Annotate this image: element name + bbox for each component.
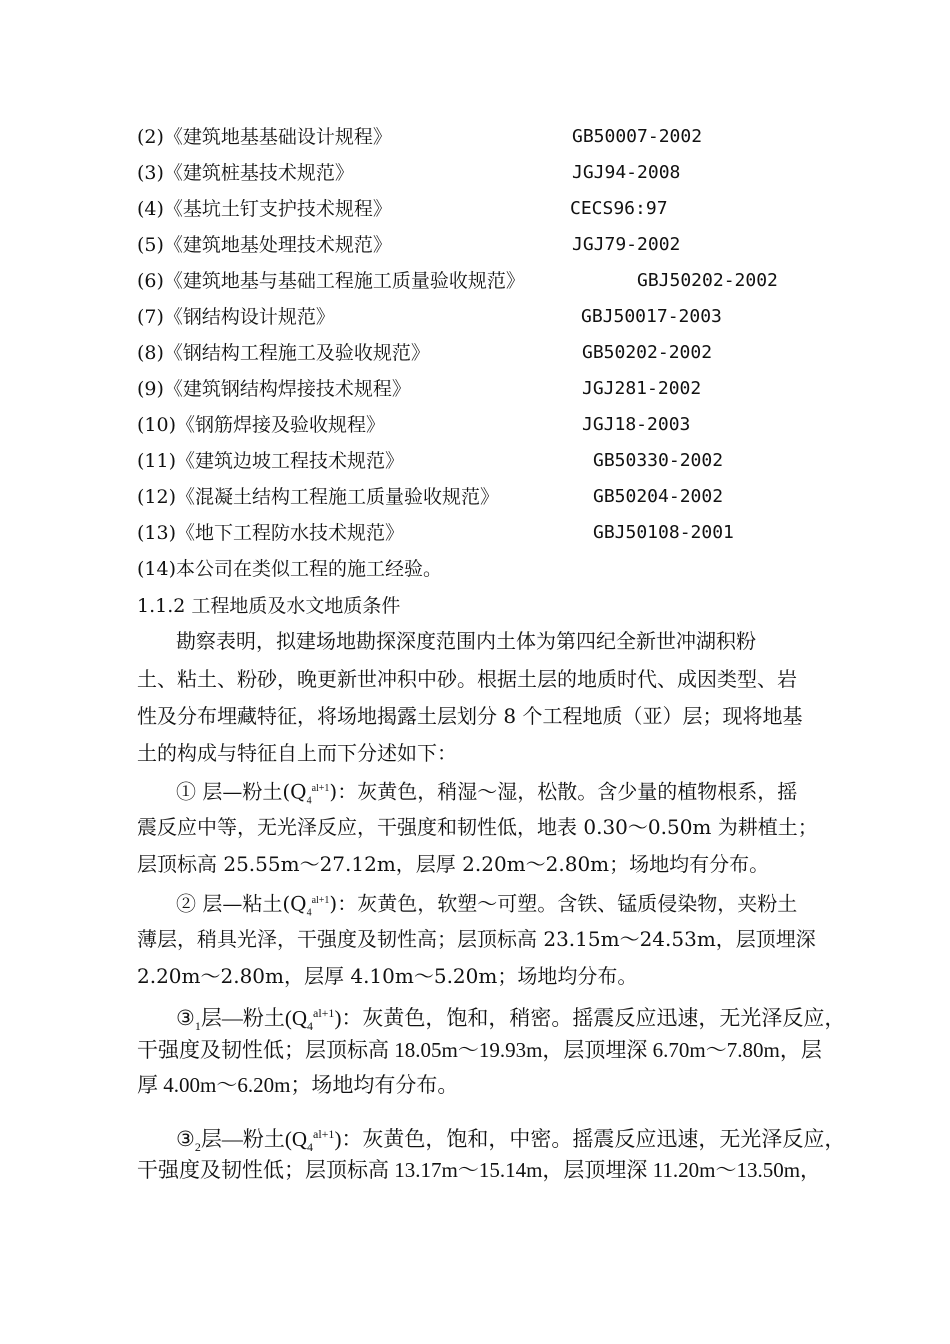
reference-code: GB50202-2002 bbox=[582, 342, 713, 363]
layer2-line-2: 薄层，稍具光泽，干强度及韧性高；层顶标高 23.15m～24.53m，层顶埋深 bbox=[137, 927, 816, 951]
reference-code: GB50204-2002 bbox=[593, 486, 724, 507]
reference-code: JGJ94-2008 bbox=[572, 162, 681, 183]
layer2-lead: ② 层—粘土(Q bbox=[176, 891, 307, 916]
layer31-line-3: 厚 4.00m～6.20m；场地均有分布。 bbox=[137, 1073, 459, 1097]
reference-code: JGJ281-2002 bbox=[582, 378, 702, 399]
layer32-line-2: 干强度及韧性低；层顶标高 13.17m～15.14m，层顶埋深 11.20m～13.50m， bbox=[137, 1158, 822, 1182]
layer1-first-line bbox=[176, 774, 797, 817]
q-subscript: 4 bbox=[306, 795, 312, 807]
reference-title: (8)《钢结构工程施工及验收规范》 bbox=[137, 342, 430, 364]
reference-code: GB50330-2002 bbox=[593, 450, 724, 471]
layer32-sub-number: 2 bbox=[194, 1140, 201, 1155]
layer31-line-2: 干强度及韧性低；层顶标高 18.05m～19.93m，层顶埋深 6.70m～7.80m，层 bbox=[137, 1038, 822, 1062]
reference-code: GBJ50202-2002 bbox=[637, 270, 778, 291]
layer1-line-3: 层顶标高 25.55m～27.12m，层厚 2.20m～2.80m；场地均有分布。 bbox=[137, 852, 770, 876]
reference-title: (7)《钢结构设计规范》 bbox=[137, 306, 335, 328]
reference-title: (6)《建筑地基与基础工程施工质量验收规范》 bbox=[137, 270, 525, 292]
reference-code: GBJ50017-2003 bbox=[581, 306, 722, 327]
reference-title: (2)《建筑地基基础设计规程》 bbox=[137, 126, 392, 148]
q-superscript: al+1 bbox=[313, 1127, 335, 1141]
reference-code: JGJ79-2002 bbox=[572, 234, 681, 255]
layer2-first-line bbox=[176, 886, 797, 929]
reference-title: (12)《混凝土结构工程施工质量验收规范》 bbox=[137, 486, 500, 508]
layer31-lead: 层—粉土(Q bbox=[200, 1006, 307, 1030]
layer2-description: )：灰黄色，软塑～可塑。含铁、锰质侵染物，夹粉土 bbox=[329, 891, 798, 916]
reference-title: (5)《建筑地基处理技术规范》 bbox=[137, 234, 392, 256]
layer1-description: )：灰黄色，稍湿～湿，松散。含少量的植物根系，摇 bbox=[329, 779, 798, 804]
reference-title: (4)《基坑土钉支护技术规程》 bbox=[137, 198, 392, 220]
reference-code: CECS96:97 bbox=[570, 198, 668, 219]
reference-title: (13)《地下工程防水技术规范》 bbox=[137, 522, 405, 544]
intro-line-1: 勘察表明，拟建场地勘探深度范围内土体为第四纪全新世冲湖积粉 bbox=[176, 629, 756, 653]
reference-title: (3)《建筑桩基技术规范》 bbox=[137, 162, 354, 184]
q-superscript: al+1 bbox=[313, 1006, 335, 1020]
layer32-circle-number: ③ bbox=[176, 1127, 195, 1151]
layer31-sub-number: 1 bbox=[194, 1019, 201, 1034]
layer2-line-3: 2.20m～2.80m，层厚 4.10m～5.20m；场地均分布。 bbox=[137, 964, 638, 988]
q-subscript: 4 bbox=[307, 1140, 313, 1155]
reference-title: (11)《建筑边坡工程技术规范》 bbox=[137, 450, 405, 472]
intro-line-2: 土、粘土、粉砂，晚更新世冲积中砂。根据土层的地质时代、成因类型、岩 bbox=[137, 667, 797, 691]
layer31-description: )：灰黄色，饱和，稍密。摇震反应迅速，无光泽反应， bbox=[334, 1006, 846, 1030]
q-subscript: 4 bbox=[306, 907, 312, 919]
reference-code: GBJ50108-2001 bbox=[593, 522, 734, 543]
q-superscript: al+1 bbox=[311, 895, 330, 906]
reference-title: (9)《建筑钢结构焊接技术规程》 bbox=[137, 378, 411, 400]
section-heading: 1.1.2 工程地质及水文地质条件 bbox=[137, 595, 401, 617]
reference-title: (14)本公司在类似工程的施工经验。 bbox=[137, 558, 443, 580]
reference-code: JGJ18-2003 bbox=[582, 414, 691, 435]
layer1-line-2: 震反应中等，无光泽反应，干强度和韧性低，地表 0.30～0.50m 为耕植土； bbox=[137, 815, 818, 839]
layer1-lead: ① 层—粉土(Q bbox=[176, 779, 307, 804]
intro-line-3: 性及分布埋藏特征，将场地揭露土层划分 8 个工程地质（亚）层；现将地基 bbox=[137, 704, 803, 728]
layer32-description: )：灰黄色，饱和，中密。摇震反应迅速，无光泽反应， bbox=[334, 1127, 846, 1151]
layer31-circle-number: ③ bbox=[176, 1006, 195, 1030]
q-superscript: al+1 bbox=[311, 783, 330, 794]
reference-title: (10)《钢筋焊接及验收规程》 bbox=[137, 414, 386, 436]
layer32-lead: 层—粉土(Q bbox=[200, 1127, 307, 1151]
reference-code: GB50007-2002 bbox=[572, 126, 703, 147]
intro-line-4: 土的构成与特征自上而下分述如下： bbox=[137, 741, 457, 765]
q-subscript: 4 bbox=[307, 1019, 313, 1034]
